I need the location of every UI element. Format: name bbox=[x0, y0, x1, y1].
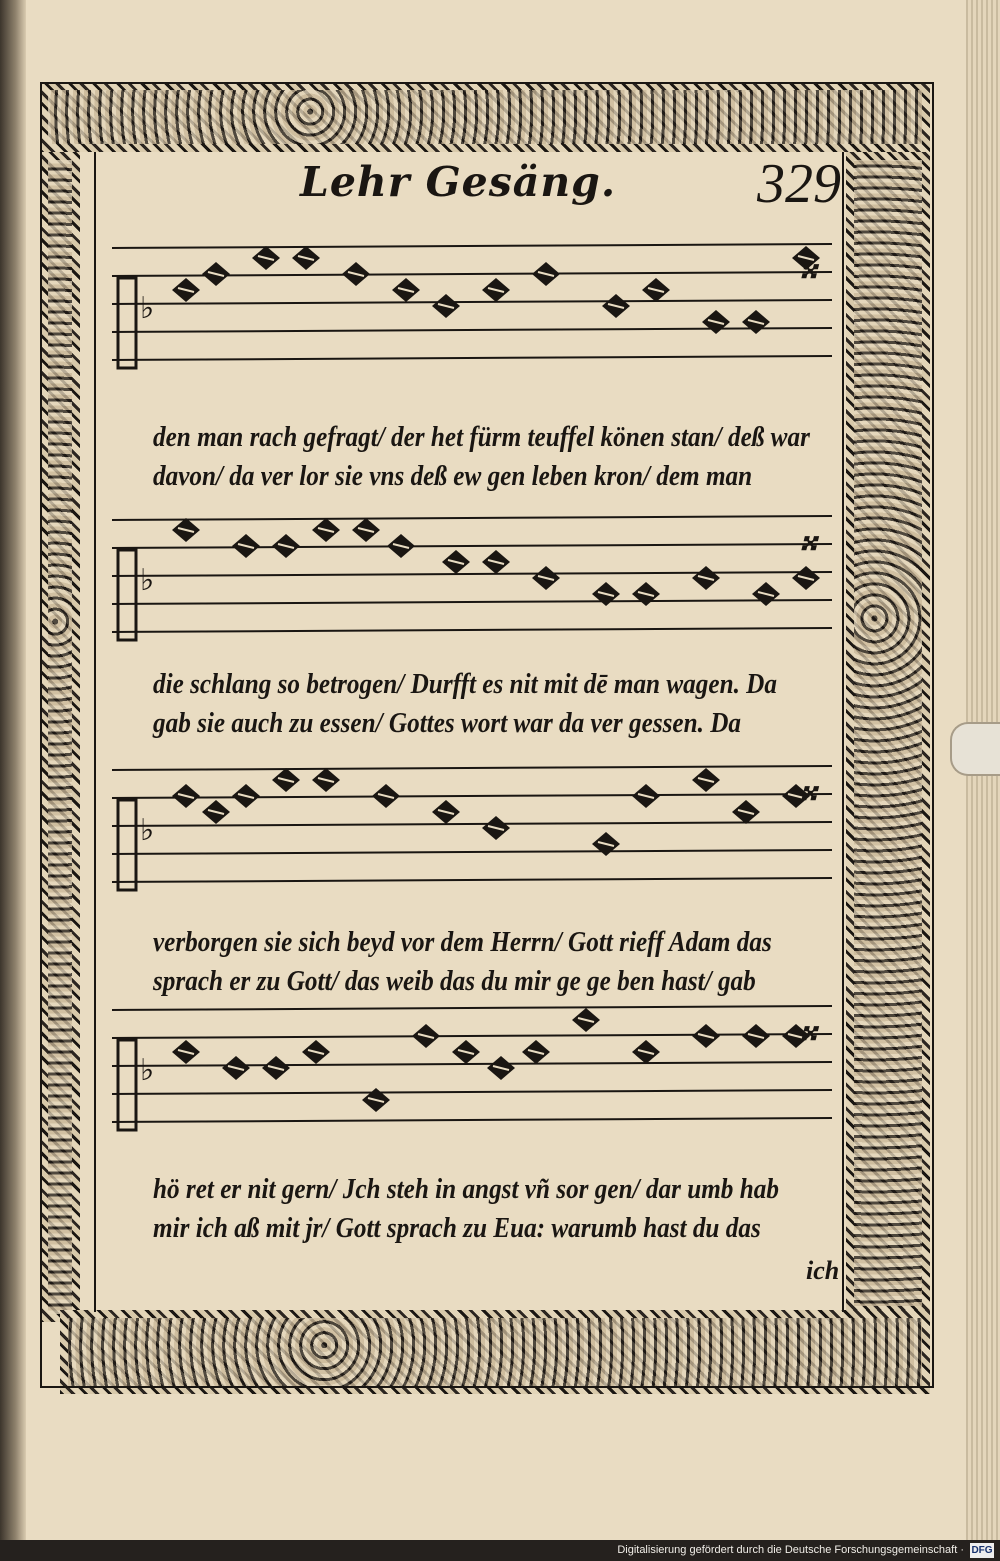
lyric-line: hö ret er nit gern/ Jch steh in angst vñ sor gen/ dar umb hab bbox=[153, 1174, 779, 1205]
staff-line bbox=[112, 1034, 832, 1038]
staff-line bbox=[112, 766, 832, 770]
clef-icon bbox=[118, 550, 136, 640]
lyrics-3 bbox=[153, 923, 772, 1001]
flat-icon: ♭ bbox=[140, 563, 155, 598]
staff-line bbox=[112, 600, 832, 604]
dfg-logo-icon: DFG bbox=[971, 1545, 993, 1556]
lyric-line: gab sie auch zu essen/ Gottes wort war da ver gessen. Da bbox=[153, 708, 742, 739]
staff-line bbox=[112, 1118, 832, 1122]
custos-icon: 𝄪 bbox=[800, 243, 818, 287]
staff-line bbox=[112, 878, 832, 882]
lyric-line: den man rach gefragt/ der het fürm teuffel könen stan/ deß war bbox=[153, 422, 810, 453]
staff-line bbox=[112, 544, 832, 548]
staff-line bbox=[112, 328, 832, 332]
staff-line bbox=[112, 300, 832, 304]
staff-line bbox=[112, 356, 832, 360]
digitization-footer bbox=[0, 1540, 1000, 1561]
lyric-line: mir ich aß mit jr/ Gott sprach zu Eua: warumb hast du das bbox=[153, 1213, 761, 1244]
footer-text: Digitalisierung gefördert durch die Deutsche Forschungsgemeinschaft · bbox=[617, 1544, 964, 1556]
flat-icon: ♭ bbox=[140, 1053, 155, 1088]
staff-2 bbox=[112, 510, 837, 680]
staff-line bbox=[112, 850, 832, 854]
clef-icon bbox=[118, 1040, 136, 1130]
lyrics-1 bbox=[153, 418, 810, 496]
staff-line bbox=[112, 572, 832, 576]
staff-4 bbox=[112, 1000, 837, 1170]
custos-icon: 𝄪 bbox=[800, 515, 818, 559]
staff-1 bbox=[112, 238, 837, 408]
staff-line bbox=[112, 244, 832, 248]
staff-line bbox=[112, 822, 832, 826]
lyric-line: sprach er zu Gott/ das weib das du mir ge ge ben hast/ gab bbox=[153, 966, 756, 997]
flat-icon: ♭ bbox=[140, 813, 155, 848]
lyric-line: die schlang so betrogen/ Durfft es nit mit dē man wagen. Da bbox=[153, 669, 777, 700]
staff-line bbox=[112, 1062, 832, 1066]
catchword: ich bbox=[806, 1256, 840, 1285]
page-title: Lehr Gesäng. bbox=[300, 158, 617, 206]
staff-line bbox=[112, 1006, 832, 1010]
lyric-line: verborgen sie sich beyd vor dem Herrn/ Gott rieff Adam das bbox=[153, 927, 772, 958]
staff-line bbox=[112, 1090, 832, 1094]
flat-icon: ♭ bbox=[140, 291, 155, 326]
lyrics-2 bbox=[153, 665, 777, 743]
staff-line bbox=[112, 628, 832, 632]
bookmark-tab bbox=[950, 722, 1000, 776]
staff-line bbox=[112, 794, 832, 798]
clef-icon bbox=[118, 278, 136, 368]
staff-3 bbox=[112, 760, 837, 930]
custos-icon: 𝄪 bbox=[800, 765, 818, 809]
staff-line bbox=[112, 516, 832, 520]
clef-icon bbox=[118, 800, 136, 890]
lyric-line: davon/ da ver lor sie vns deß ew gen leben kron/ dem man bbox=[153, 461, 753, 492]
custos-icon: 𝄪 bbox=[800, 1005, 818, 1049]
book-spine bbox=[0, 0, 26, 1540]
lyrics-4 bbox=[153, 1170, 779, 1248]
page-number: 329 bbox=[757, 153, 841, 215]
